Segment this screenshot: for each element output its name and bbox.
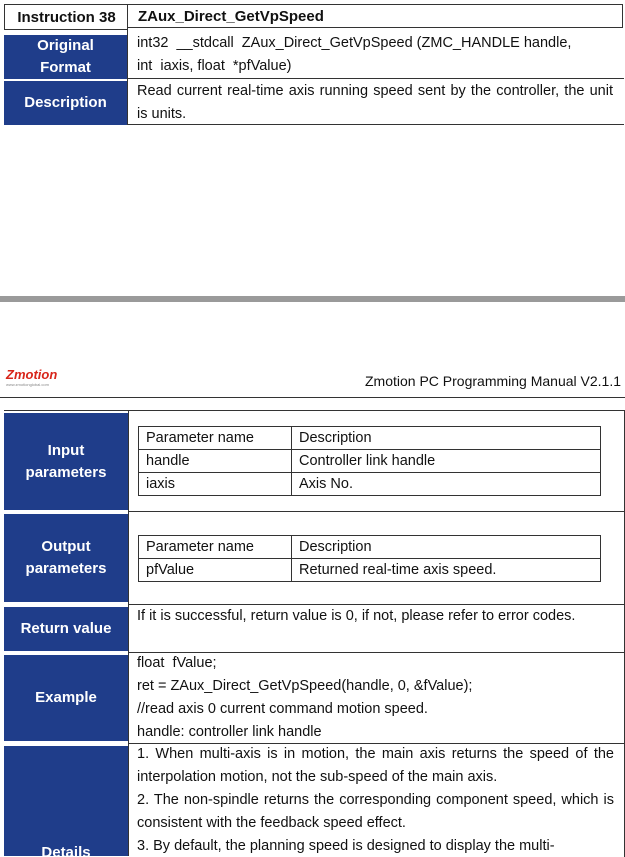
table-header-row	[139, 536, 601, 559]
input-parameters-table	[138, 426, 601, 496]
details-line: 2. The non-spindle returns the corresponding component speed, which is consistent with the feedback speed effect.	[137, 792, 614, 831]
table-header-cell: Parameter name	[139, 427, 292, 450]
column-divider	[127, 28, 128, 125]
original-format-label-line1: Original	[37, 37, 94, 54]
return-value-text: If it is successful, return value is 0, if not, please refer to error codes.	[137, 608, 576, 624]
input-parameters-label: Input parameters	[4, 413, 128, 510]
example-line: ret = ZAux_Direct_GetVpSpeed(handle, 0, &fValue);	[137, 678, 473, 694]
original-format-line: int iaxis, float *pfValue)	[137, 58, 292, 74]
description-label: Description	[4, 81, 127, 125]
details-text	[137, 743, 614, 856]
column-divider	[128, 410, 129, 856]
table-cell: handle	[139, 450, 292, 473]
example-line: handle: controller link handle	[137, 724, 322, 740]
table-header-cell: Description	[292, 427, 601, 450]
return-value-label: Return value	[4, 607, 128, 651]
table-cell: Returned real-time axis speed.	[292, 559, 601, 582]
manual-title: Zmotion PC Programming Manual V2.1.1	[365, 373, 621, 389]
logo-text: Zmotion	[6, 367, 58, 382]
details-label: Details	[4, 746, 128, 856]
output-parameters-label: Output parameters	[4, 514, 128, 602]
table-row	[139, 473, 601, 496]
details-line: 3. By default, the planning speed is designed to display the multi-	[137, 838, 555, 854]
table-cell: iaxis	[139, 473, 292, 496]
instruction-name-cell	[127, 4, 623, 28]
row-divider	[127, 124, 624, 125]
example-code	[137, 652, 614, 744]
row-divider	[128, 511, 624, 512]
example-line: //read axis 0 current command motion speed.	[137, 701, 428, 717]
row-divider	[127, 78, 624, 79]
instruction-label-cell	[4, 4, 128, 30]
example-label: Example	[4, 655, 128, 741]
example-line: float fValue;	[137, 655, 217, 671]
original-format-text	[137, 32, 619, 78]
instruction-name: ZAux_Direct_GetVpSpeed	[138, 8, 324, 25]
original-format-line: int32 __stdcall ZAux_Direct_GetVpSpeed (ZMC_HANDLE handle,	[137, 35, 572, 51]
table-cell: Axis No.	[292, 473, 601, 496]
page-separator	[0, 296, 625, 302]
header-rule	[0, 397, 625, 398]
table-row	[139, 559, 601, 582]
table-header-cell: Description	[292, 536, 601, 559]
instruction-label: Instruction 38	[17, 8, 116, 26]
logo-subtext: www.zmotionglobal.com	[6, 382, 49, 387]
table-cell: pfValue	[139, 559, 292, 582]
table-header-cell: Parameter name	[139, 536, 292, 559]
zmotion-logo	[6, 368, 57, 387]
table-header-row	[139, 427, 601, 450]
table-row	[139, 450, 601, 473]
output-parameters-table	[138, 535, 601, 582]
top-instruction-table	[4, 4, 624, 125]
original-format-label	[4, 35, 127, 79]
table-cell: Controller link handle	[292, 450, 601, 473]
description-text: Read current real-time axis running speed sent by the controller, the unit is units.	[137, 83, 613, 122]
details-line: 1. When multi-axis is in motion, the main axis returns the speed of the interpolation motion, not the sub-speed of the main axis.	[137, 746, 614, 785]
original-format-label-line2: Format	[40, 59, 91, 76]
